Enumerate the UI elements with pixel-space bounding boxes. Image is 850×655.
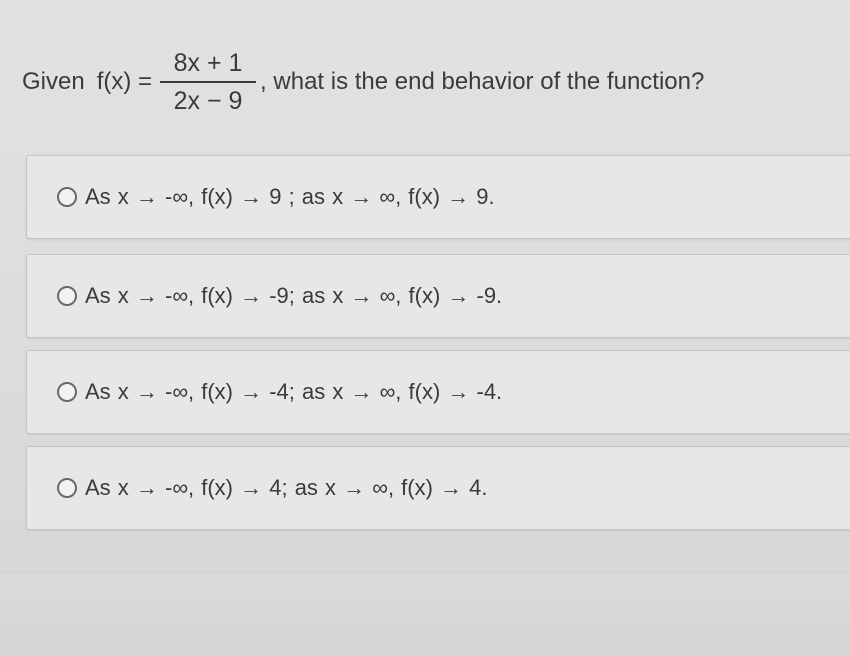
answer-option-b[interactable]: [26, 254, 850, 338]
function-fraction: [160, 48, 256, 116]
question-lead: Given: [22, 68, 85, 95]
answer-option-d[interactable]: [26, 446, 850, 530]
answer-option-label: As x → -∞, f(x) → 4; as x → ∞, f(x) → 4.: [85, 475, 488, 500]
fraction-numerator: 8x + 1: [173, 49, 243, 77]
radio-button-icon[interactable]: [57, 478, 77, 498]
answer-option-a[interactable]: [26, 155, 850, 239]
fraction-bar: [160, 81, 256, 83]
answer-option-label: As x → -∞, f(x) → 9 ; as x → ∞, f(x) → 9.: [85, 184, 495, 209]
function-name: f(x) =: [96, 68, 153, 95]
question-tail: , what is the end behavior of the function?: [260, 68, 705, 95]
radio-button-icon[interactable]: [57, 286, 77, 306]
answer-option-c[interactable]: [26, 350, 850, 434]
radio-button-icon[interactable]: [57, 187, 77, 207]
answer-option-label: As x → -∞, f(x) → -4; as x → ∞, f(x) → -4.: [85, 379, 503, 404]
answer-option-label: As x → -∞, f(x) → -9; as x → ∞, f(x) → -9.: [85, 283, 503, 308]
radio-button-icon[interactable]: [57, 382, 77, 402]
fraction-denominator: 2x − 9: [173, 87, 243, 115]
footer-band: [0, 572, 850, 603]
question-text: [22, 48, 704, 116]
